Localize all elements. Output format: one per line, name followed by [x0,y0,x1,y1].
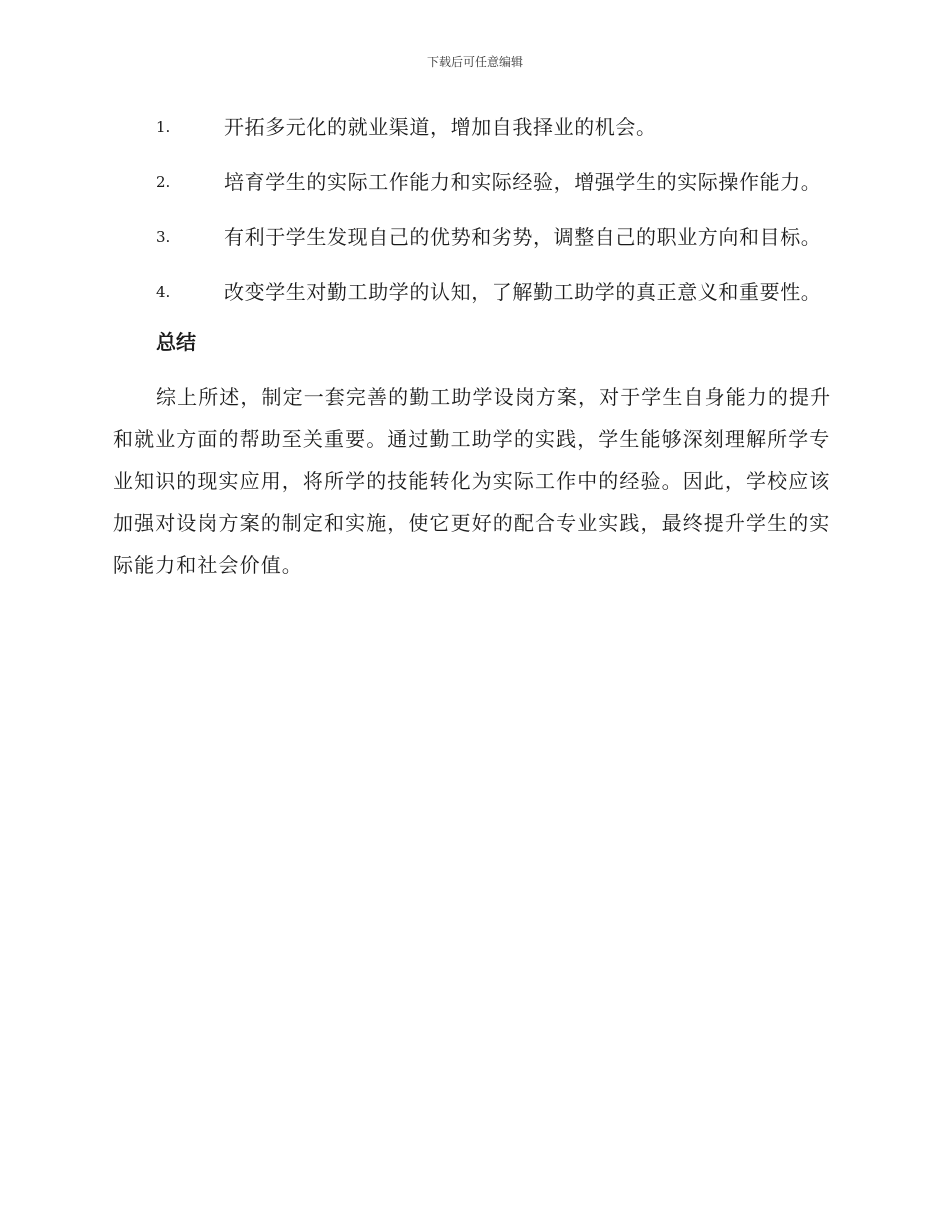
list-item-text: 有利于学生发现自己的优势和劣势，调整自己的职业方向和目标。 [224,225,822,249]
document-body [113,106,833,586]
page-header: 下载后可任意编辑 [426,55,523,69]
list-number: 1. [156,118,171,136]
list-number: 2. [156,173,171,191]
list-item-text: 改变学生对勤工助学的认知，了解勤工助学的真正意义和重要性。 [224,280,822,304]
list-number: 3. [156,228,171,246]
list-item [113,106,833,148]
list-item-text: 开拓多元化的就业渠道，增加自我择业的机会。 [224,115,657,139]
list-item [113,161,833,203]
summary-heading: 总结 [156,330,196,354]
list-item [113,216,833,258]
list-item [113,271,833,313]
list-item-text: 培育学生的实际工作能力和实际经验，增强学生的实际操作能力。 [224,170,822,194]
summary-paragraph: 综上所述，制定一套完善的勤工助学设岗方案，对于学生自身能力的提升和就业方面的帮助至关重要。通过勤工助学的实践，学生能够深刻理解所学专业知识的现实应用，将所学的技能转化为实际工作中的经验。因此，学校应该加强对设岗方案的制定和实施，使它更好的配合专业实践，最终提升学生的实际能力和社会价值。 [113,385,832,577]
list-number: 4. [156,283,171,301]
